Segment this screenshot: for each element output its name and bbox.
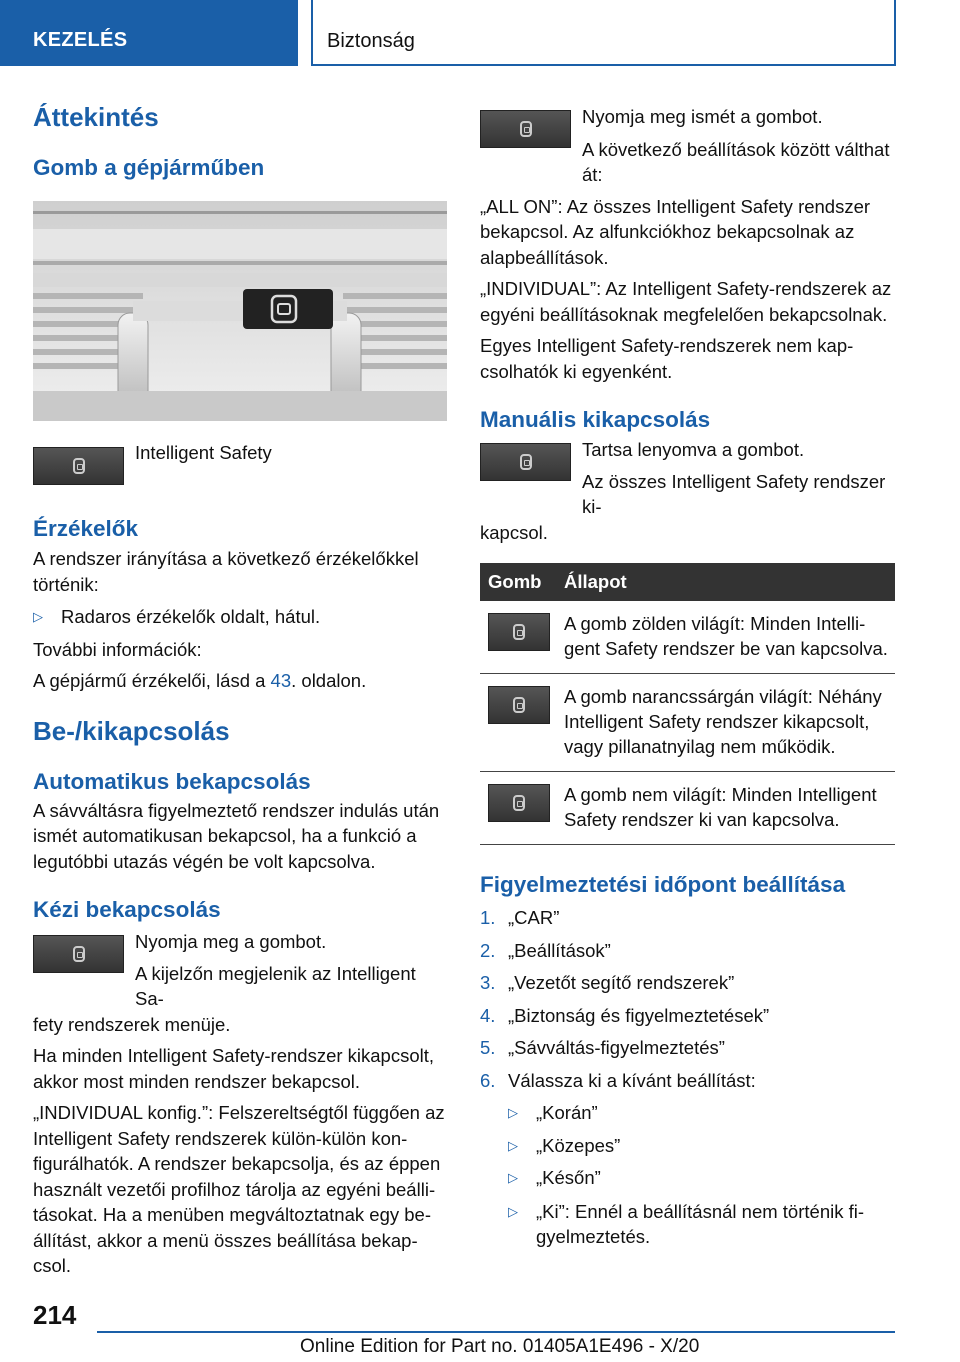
steps-list [480,902,895,1097]
list-item: 1. „CAR” [480,907,560,928]
table-row [480,674,895,772]
triangle-bullet-icon: ▷ [508,1137,518,1153]
triangle-bullet-icon: ▷ [33,609,43,625]
button-off-icon [488,784,550,822]
manual-paragraph-3: „INDIVIDUAL konfig.”: Felszereltségtől függően az Intelligent Safety rendszerek külön-külön konfigurálhatók. A rendszer bekapcsolja, és az éppen használt vezetői profilhoz tárolja az egyéni beállitásokat. Ha a menüben megváltoztatnak egy beállítást, akkor a menü összes beállítása bekapcsol. [33,1102,445,1277]
intelligent-safety-row [33,441,447,485]
dashboard-illustration [33,201,447,421]
manual-off-step-3: kapcsol. [480,521,548,543]
table-row [480,601,895,674]
press-again-row [480,104,895,188]
footer-divider [97,1331,895,1333]
edition-text: Online Edition for Part no. 01405A1E496 - X/20 [300,1336,700,1357]
list-item: 5. „Sávváltás-figyelmeztetés” [480,1037,725,1058]
on-off-title: Be-/kikapcsolás [33,715,230,746]
section-tab [0,0,298,66]
manual-off-step-1: Tartsa lenyomva a gombot. [582,439,805,460]
intelligent-safety-button-icon [33,935,124,973]
intelligent-safety-caption: Intelligent Safety [135,442,272,464]
manual-step-3: fety rendszerek menüje. [33,1013,231,1035]
manual-on-title: Kézi bekapcsolás [33,897,221,923]
status-table [480,563,895,845]
manual-step-1: Nyomja meg a gombot. [135,931,327,953]
button-green-icon [488,613,550,651]
some-systems-text: Egyes Intelligent Safety-rendszerek nem kapcsolhatók ki egyenként. [480,335,854,382]
triangle-bullet-icon: ▷ [508,1170,518,1185]
list-item: ▷ „Ki”: Ennél a beállításnál nem történik figyelmeztetés. [508,1199,895,1250]
warning-time-title: Figyelmeztetési időpont beállítása [480,872,846,897]
overview-title: Áttekintés [33,102,159,132]
page-number: 214 [33,1300,77,1330]
list-item: ▷ „Korán” [508,1097,895,1130]
left-column [33,96,447,1279]
sensors-text: A rendszer irányítása a következő érzékelőkkel történik: [33,548,419,595]
right-column [480,104,895,1250]
table-header-status: Állapot [564,563,895,601]
press-again-text: Nyomja meg ismét a gombot. [582,106,823,127]
options-list [508,1097,895,1250]
triangle-bullet-icon: ▷ [508,1203,518,1219]
page-link[interactable]: 43 [270,670,292,692]
table-header-row [480,563,895,601]
manual-step-2: A kijelzőn megjelenik az Intelligent Sa- [135,962,416,1010]
manual-off-title: Manuális kikapcsolás [480,407,711,432]
table-cell-status: A gomb narancssárgán világít: Néhány Intelligent Safety rendszer kikapcsolt, vagy pillanatnyilag nem működik. [564,674,895,772]
sensor-reference: A gépjármű érzékelői, lásd a 43. oldalon. [33,670,367,692]
table-cell-status: A gomb zölden világít: Minden Intelligent Safety rendszer be van kapcsolva. [564,601,895,674]
list-item: ▷ Radaros érzékelők oldalt, hátul. [33,604,447,630]
list-item: ▷ „Közepes” [508,1130,895,1163]
table-header-button: Gomb [480,563,564,601]
manual-off-step-2: Az összes Intelligent Safety rendszer ki- [582,470,886,517]
manual-off-row [480,437,895,520]
button-in-vehicle-title: Gomb a gépjárműben [33,155,265,181]
chapter-tab [311,0,896,66]
all-on-text: „ALL ON”: Az összes Intelligent Safety rendszer bekapcsol. Az alfunkciókhoz bekapcsolnak az alapbeállítások. [480,195,871,268]
more-info-label: További információk: [33,638,202,660]
list-item: 4. „Biztonság és figyelmeztetések” [480,1004,770,1026]
auto-on-title: Automatikus bekapcsolás [33,768,311,794]
intelligent-safety-button-icon [480,443,571,481]
manual-paragraph-2: Ha minden Intelligent Safety-rendszer kikapcsolt, akkor most minden rendszer bekapcsol. [33,1045,435,1092]
table-row [480,772,895,845]
switch-settings-text: A következő beállítások között válthat át: [582,138,890,185]
manual-on-row [33,929,447,1012]
list-item: ▷ „Későn” [508,1162,895,1195]
chapter-label: Biztonság [327,30,415,52]
list-item: 2. „Beállítások” [480,939,611,961]
sensors-title: Érzékelők [33,516,139,542]
button-orange-icon [488,686,550,724]
section-label: KEZELÉS [33,29,128,51]
list-item: 3. „Vezetőt segítő rendszerek” [480,972,735,993]
table-cell-status: A gomb nem világít: Minden Intelligent Safety rendszer ki van kapcsolva. [564,772,895,845]
individual-text: „INDIVIDUAL”: Az Intelligent Safety-rendszerek az egyéni beállításoknak megfelelően bekapcsolnak. [480,278,892,325]
intelligent-safety-button-icon [33,447,124,485]
vehicle-button-photo [33,201,447,421]
triangle-bullet-icon: ▷ [508,1105,518,1120]
page-header [0,0,960,66]
list-item: 6. Válassza ki a kívánt beállítást: [480,1069,756,1091]
intelligent-safety-button-icon [480,110,571,148]
auto-on-text: A sávváltásra figyelmeztető rendszer indulás után ismét automatikusan bekapcsol, ha a funkció a legutóbbi utazás végén be volt kapcsolva. [33,799,440,872]
